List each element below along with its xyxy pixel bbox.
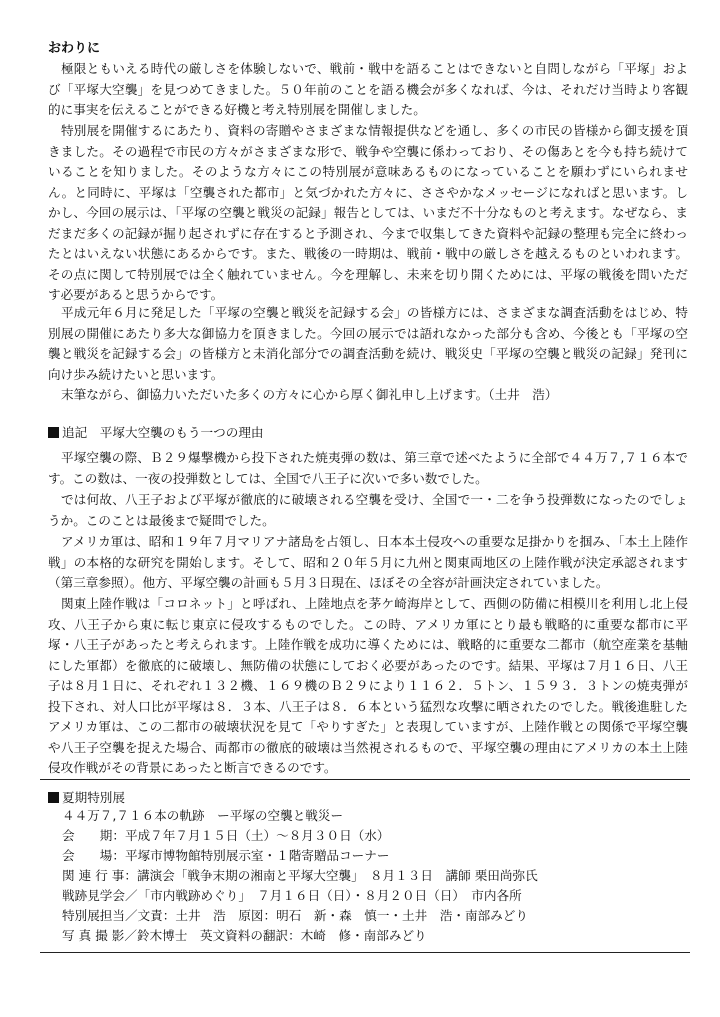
square-bullet-icon — [48, 427, 59, 438]
conclusion-paragraph: 平成元年６月に発足した「平塚の空襲と戦災を記録する会」の皆様方には、さまざまな調査活動をはじめ、特別展の開催にあたり多大な御協力を頂きました。今回の展示では語れなかった部分も含め、今後とも「平塚の空襲と戦災を記録する会」の皆様方と未消化部分での調査活動を続け、戦災史「平塚の空襲と戦災の記録」発刊に向け歩み続けたいと思います。 — [48, 305, 688, 382]
section-divider — [40, 779, 690, 780]
conclusion-paragraph: 極限ともいえる時代の厳しさを体験しないで、戦前・戦中を語ることはできないと自問しながら「平塚」および「平塚大空襲」を見つめてきました。５０年前のことを語る機会が多くなれば、今は、それだけ当時より客観的に事実を伝えることができる好機と考え特別展を開催しました。 — [48, 61, 688, 117]
exhibition-venue: 会 場：平塚市博物館特別展示室・１階寄贈品コーナー — [62, 848, 390, 863]
section-divider — [40, 952, 690, 953]
postscript-title — [48, 424, 264, 442]
conclusion-heading: おわりに — [48, 41, 101, 56]
postscript-paragraph: 関東上陸作戦は「コロネット」と呼ばれ、上陸地点を茅ケ崎海岸として、西側の防備に相模川を利用し北上侵攻、八王子から東に転じ東京に侵攻するものでした。この時、アメリカ軍にとり最も戦略的に重要な都市に平塚・八王子があったと考えられます。上陸作戦を成功に導くためには、戦略的に重要な二都市（航空産業を基軸にした軍都）を徹底的に破壊し、無防備の状態にしておく必要があったのです。結果、平塚は７月１６日、八王子は８月１日に、それぞれ１３２機、１６９機のＢ２９により１１６２．５トン、１５９３．３トンの焼夷弾が投下され、対人口比が平塚は８．３本、八王子は８．６本という猛烈な攻撃に晒されたのでした。戦後進駐したアメリカ軍は、この二都市の破壊状況を見て「やりすぎた」と表現していますが、上陸作戦との関係で平塚空襲や八王子空襲を捉えた場合、両都市の徹底的破壊は当然視されるもので、平塚空襲の理由にアメリカの本土上陸侵攻作戦がその背景にあったと断言できるのです。 — [48, 596, 688, 775]
square-bullet-icon — [48, 792, 59, 803]
exhibition-related-event: 関 連 行 事：講演会「戦争末期の湘南と平塚大空襲」 ８月１３日 講師 栗田尚弥氏 — [62, 868, 538, 883]
summer-exhibition-title-text: 夏期特別展 — [62, 790, 125, 805]
exhibition-photo-credits: 写 真 撮 影／鈴木博士 英文資料の翻訳：木崎 修・南部みどり — [62, 928, 427, 943]
exhibition-field-tour: 戦跡見学会／「市内戦跡めぐり」 ７月１６日（日）・８月２０日（日） 市内各所 — [62, 888, 522, 903]
exhibition-name: ４４万７,７１６本の軌跡 ー平塚の空襲と戦災ー — [62, 808, 344, 823]
exhibition-credits: 特別展担当／文責：土井 浩 原図：明石 新・森 慎一・土井 浩・南部みどり — [62, 908, 528, 923]
conclusion-paragraph: 特別展を開催するにあたり、資料の寄贈やさまざまな情報提供などを通し、多くの市民の皆様から御支援を頂きました。その過程で市民の方々がさまざまな形で、戦争や空襲に係わっており、その傷あとを今も持ち続けていることを知りました。そのような方々にこの特別展が意味あるものになっていることを願わずにいられません。と同時に、平塚は「空襲された都市」と気づかれた方々に、ささやかなメッセージになればと思います。しかし、今回の展示は、「平塚の空襲と戦災の記録」報告としては、いまだ不十分なものと考えます。なぜなら、まだまだ多くの記録が掘り起されずに存在すると予測され、今まで収集してきた資料や記録の整理も完全に終わったとはいえない状態にあるからです。また、戦後の一時期は、戦前・戦中の厳しさを越えるものといわれます。その点に関して特別展では全く触れていません。今を理解し、未来を切り開くためには、平塚の戦後を問いただす必要があると思うからです。 — [48, 123, 688, 302]
exhibition-period: 会 期：平成７年７月１５日（土）～８月３０日（水） — [62, 828, 390, 843]
postscript-paragraph: では何故、八王子および平塚が徹底的に破壊される空襲を受け、全国で一・二を争う投弾数になったのでしょうか。このことは最後まで疑問でした。 — [48, 492, 688, 528]
summer-exhibition-title — [48, 789, 125, 807]
postscript-paragraph: アメリカ軍は、昭和１９年７月マリアナ諸島を占領し、日本本土侵攻への重要な足掛かりを掴み、「本土上陸作戦」の本格的な研究を開始します。そして、昭和２０年５月に九州と関東両地区の上陸作戦が決定承認されます（第三章参照）。他方、平塚空襲の計画も５月３日現在、ほぼその全容が計画決定されていました。 — [48, 534, 688, 590]
conclusion-signoff: 末筆ながら、御協力いただいた多くの方々に心から厚く御礼申し上げます。（土井 浩） — [61, 387, 558, 402]
postscript-paragraph: 平塚空襲の際、Ｂ２９爆撃機から投下された焼夷弾の数は、第三章で述べたように全部で４４万７,７１６本です。この数は、一夜の投弾数としては、全国で八王子に次いで多い数でした。 — [48, 450, 688, 486]
postscript-title-text: 追記 平塚大空襲のもう一つの理由 — [62, 425, 264, 440]
